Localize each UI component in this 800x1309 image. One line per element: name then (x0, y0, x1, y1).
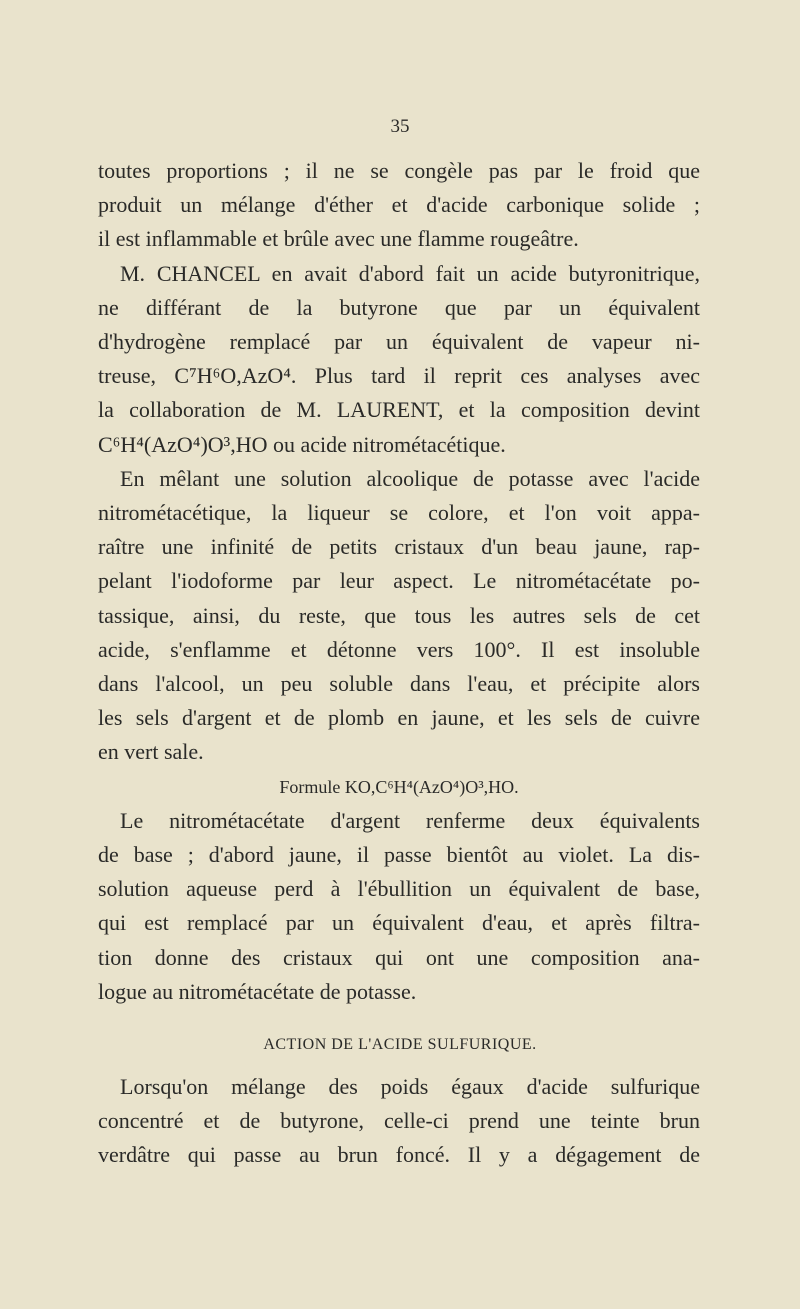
text-line: tassique, ainsi, du reste, que tous les autres sels de cet (98, 602, 700, 628)
text-line: de base ; d'abord jaune, il passe bientôt au violet. La dis- (98, 842, 700, 868)
chemical-formula: Formule KO,C⁶H⁴(AzO⁴)O³,HO. (279, 776, 519, 797)
text-line: dans l'alcool, un peu soluble dans l'eau, et précipite alors (98, 671, 700, 697)
text-line: C⁶H⁴(AzO⁴)O³,HO ou acide nitrométacétique. (98, 431, 506, 457)
text-line: En mêlant une solution alcoolique de potasse avec l'acide (120, 465, 700, 491)
text-line: produit un mélange d'éther et d'acide carbonique solide ; (98, 192, 700, 218)
text-line: pelant l'iodoforme par leur aspect. Le nitrométacétate po- (98, 568, 700, 594)
text-line: M. CHANCEL en avait d'abord fait un acide butyronitrique, (120, 260, 700, 286)
text-line: Lorsqu'on mélange des poids égaux d'acide sulfurique (120, 1074, 700, 1099)
text-line: tion donne des cristaux qui ont une composition ana- (98, 944, 700, 970)
text-line: nitrométacétique, la liqueur se colore, et l'on voit appa- (98, 500, 700, 526)
text-line: ne différant de la butyrone que par un équivalent (98, 294, 700, 320)
text-line: qui est remplacé par un équivalent d'eau, et après filtra- (98, 910, 700, 936)
text-line: acide, s'enflamme et détonne vers 100°. Il est insoluble (98, 636, 700, 662)
text-line: toutes proportions ; il ne se congèle pas par le froid que (98, 158, 700, 183)
text-line: en vert sale. (98, 739, 204, 765)
text-line: d'hydrogène remplacé par un équivalent de vapeur ni- (98, 329, 700, 355)
body-text-section-2 (98, 1070, 700, 1173)
text-line: treuse, C⁷H⁶O,AzO⁴. Plus tard il reprit ces analyses avec (98, 363, 700, 389)
text-line: logue au nitrométacétate de potasse. (98, 978, 417, 1004)
page-number: 35 (390, 116, 410, 137)
text-line: les sels d'argent et de plomb en jaune, et les sels de cuivre (98, 705, 700, 731)
text-line: solution aqueuse perd à l'ébullition un équivalent de base, (98, 876, 700, 902)
section-heading: ACTION DE L'ACIDE SULFURIQUE. (263, 1036, 537, 1053)
body-text-section-1 (98, 154, 700, 1009)
text-line: verdâtre qui passe au brun foncé. Il y a dégagement de (98, 1142, 700, 1168)
text-line: il est inflammable et brûle avec une flamme rougeâtre. (98, 226, 579, 252)
text-line: Le nitrométacétate d'argent renferme deux équivalents (120, 807, 700, 833)
text-line: concentré et de butyrone, celle-ci prend une teinte brun (98, 1108, 700, 1134)
text-line: raître une infinité de petits cristaux d'un beau jaune, rap- (98, 534, 700, 560)
text-line: la collaboration de M. LAURENT, et la composition devint (98, 397, 700, 423)
